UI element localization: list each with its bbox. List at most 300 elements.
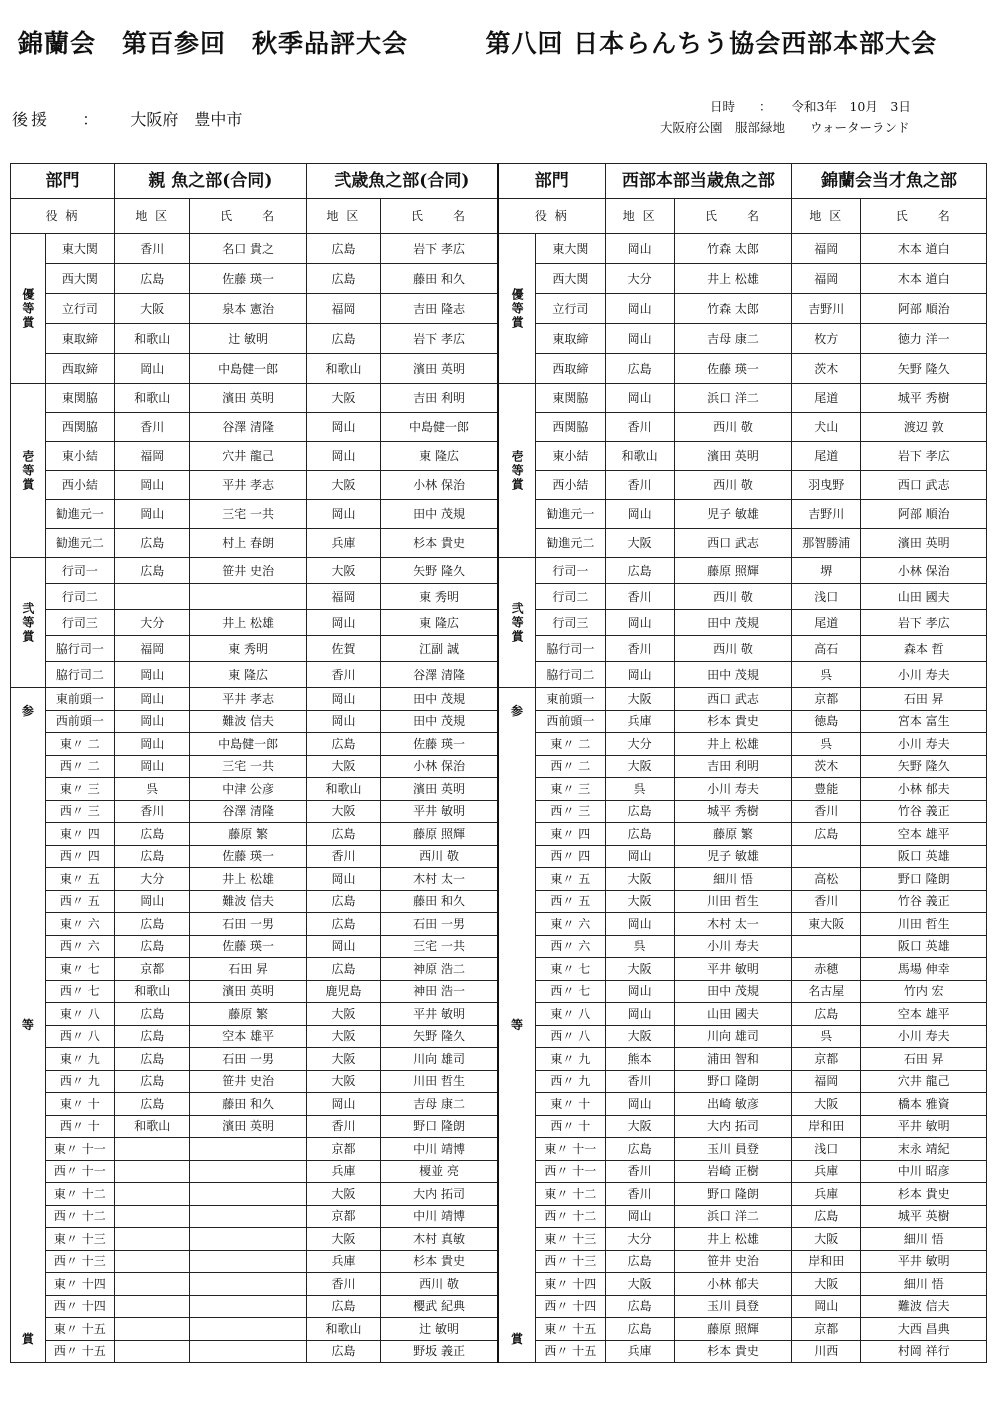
area-nisai: 岡山 [306,935,380,958]
name-nisai: 榎並 亮 [381,1160,498,1183]
area-nisai: 大阪 [306,384,380,413]
name-oya: 中島健一郎 [190,354,306,384]
name-seibu: 川向 雄司 [674,1025,791,1048]
name-nisai: 杉本 貴史 [381,529,498,558]
area-seibu: 岡山 [605,1093,674,1116]
name-nisai: 藤原 照輝 [381,823,498,846]
area-seibu: 香川 [605,471,674,500]
subheader-name: 氏 名 [381,199,498,234]
name-oya: 井上 松雄 [190,868,306,891]
area-kinran: 岸和田 [792,1250,861,1273]
name-seibu: 山田 國夫 [674,1003,791,1026]
rank-left: 東前頭一 [45,688,114,711]
area-nisai: 広島 [306,958,380,981]
rank-right: 行司一 [536,558,605,584]
name-seibu: 西川 敬 [674,471,791,500]
area-oya: 岡山 [115,890,190,913]
subheader-area: 地 区 [115,199,190,234]
rank-right: 東〃 二 [536,733,605,756]
name-oya: 谷澤 清隆 [190,413,306,442]
area-oya: 広島 [115,1025,190,1048]
area-seibu: 兵庫 [605,710,674,733]
area-nisai: 岡山 [306,868,380,891]
category-right [498,688,536,1363]
rank-right: 勧進元二 [536,529,605,558]
area-nisai: 和歌山 [306,778,380,801]
name-oya: 谷澤 清隆 [190,800,306,823]
name-oya [190,1138,306,1161]
rank-left: 行司一 [45,558,114,584]
area-nisai: 広島 [306,1295,380,1318]
name-oya [190,1340,306,1363]
area-oya: 和歌山 [115,980,190,1003]
area-nisai: 岡山 [306,688,380,711]
name-seibu: 杉本 貴史 [674,1340,791,1363]
name-seibu: 小川 寿夫 [674,778,791,801]
header-oya: 親 魚之部(合同) [115,164,307,199]
name-oya: 佐藤 瑛一 [190,264,306,294]
name-nisai: 神原 浩二 [381,958,498,981]
area-oya: 広島 [115,558,190,584]
name-seibu: 玉川 員登 [674,1138,791,1161]
rank-left: 西〃 九 [45,1070,114,1093]
rank-right: 東〃 五 [536,868,605,891]
rank-left: 脇行司二 [45,662,114,688]
area-seibu: 広島 [605,1295,674,1318]
area-nisai: 岡山 [306,710,380,733]
area-nisai: 和歌山 [306,1318,380,1341]
rank-right: 東小結 [536,442,605,471]
area-oya: 広島 [115,264,190,294]
name-kinran: 末永 靖紀 [861,1138,987,1161]
name-oya: 三宅 一共 [190,755,306,778]
area-oya: 岡山 [115,662,190,688]
area-oya: 大分 [115,868,190,891]
rank-left: 東〃 十四 [45,1273,114,1296]
subheader-name: 氏 名 [861,199,987,234]
area-kinran: 茨木 [792,755,861,778]
table-row [11,234,987,264]
area-nisai: 岡山 [306,610,380,636]
area-oya: 広島 [115,935,190,958]
area-kinran: 豊能 [792,778,861,801]
area-seibu: 大阪 [605,755,674,778]
area-seibu: 大阪 [605,1025,674,1048]
area-nisai: 大阪 [306,1048,380,1071]
rank-right: 勧進元一 [536,500,605,529]
name-nisai: 田中 茂規 [381,500,498,529]
category-right: 優等賞 [498,234,536,384]
area-nisai: 兵庫 [306,1250,380,1273]
name-nisai: 石田 一男 [381,913,498,936]
rank-right: 東大関 [536,234,605,264]
name-nisai: 小林 保治 [381,471,498,500]
name-kinran: 阪口 英雄 [861,935,987,958]
name-nisai: 矢野 隆久 [381,558,498,584]
rank-left: 西〃 八 [45,1025,114,1048]
name-oya: 名口 貴之 [190,234,306,264]
name-seibu: 濱田 英明 [674,442,791,471]
area-seibu: 岡山 [605,845,674,868]
rank-right: 東〃 十二 [536,1183,605,1206]
area-seibu: 香川 [605,584,674,610]
name-nisai: 野口 隆朗 [381,1115,498,1138]
name-kinran: 細川 悟 [861,1273,987,1296]
rank-left: 東〃 八 [45,1003,114,1026]
rank-right: 東〃 六 [536,913,605,936]
name-nisai: 三宅 一共 [381,935,498,958]
rank-left: 東〃 六 [45,913,114,936]
area-kinran: 尾道 [792,384,861,413]
area-kinran: 兵庫 [792,1183,861,1206]
area-nisai: 広島 [306,264,380,294]
name-oya [190,1205,306,1228]
support-label: 後援 [12,110,51,129]
name-nisai: 東 隆広 [381,610,498,636]
name-kinran: 岩下 孝広 [861,610,987,636]
document-title [18,24,937,60]
name-nisai: 西川 敬 [381,845,498,868]
area-kinran: 大阪 [792,1093,861,1116]
rank-right: 行司二 [536,584,605,610]
name-kinran: 城平 英樹 [861,1205,987,1228]
area-kinran [792,935,861,958]
area-kinran: 福岡 [792,234,861,264]
area-nisai: 香川 [306,1115,380,1138]
name-nisai: 木村 太一 [381,868,498,891]
name-kinran: 石田 昇 [861,1048,987,1071]
area-nisai: 広島 [306,823,380,846]
name-kinran: 杉本 貴史 [861,1183,987,1206]
name-kinran: 平井 敏明 [861,1115,987,1138]
area-kinran: 呉 [792,733,861,756]
category-left: 壱等賞 [11,384,46,558]
area-kinran: 高松 [792,868,861,891]
area-kinran: 広島 [792,823,861,846]
name-nisai: 西川 敬 [381,1273,498,1296]
name-oya [190,1228,306,1251]
name-seibu: 西川 敬 [674,636,791,662]
name-oya [190,1250,306,1273]
rank-left: 西〃 二 [45,755,114,778]
results-body [11,234,987,1363]
rank-left: 西〃 三 [45,800,114,823]
rank-right: 西〃 九 [536,1070,605,1093]
name-oya: 笹井 史治 [190,1070,306,1093]
support-value: 大阪府 豊中市 [130,110,243,129]
subheader-name: 氏 名 [674,199,791,234]
area-nisai: 広島 [306,1340,380,1363]
rank-left: 行司三 [45,610,114,636]
name-nisai: 杉本 貴史 [381,1250,498,1273]
name-kinran: 中川 昭彦 [861,1160,987,1183]
area-seibu: 広島 [605,800,674,823]
area-nisai: 京都 [306,1138,380,1161]
name-seibu: 大内 拓司 [674,1115,791,1138]
area-kinran: 浅口 [792,1138,861,1161]
area-oya: 岡山 [115,354,190,384]
area-oya [115,1273,190,1296]
rank-right: 西〃 三 [536,800,605,823]
area-oya: 大阪 [115,294,190,324]
area-oya: 呉 [115,778,190,801]
name-seibu: 竹森 太郎 [674,234,791,264]
area-nisai: 香川 [306,662,380,688]
area-kinran: 那智勝浦 [792,529,861,558]
rank-left: 東〃 十二 [45,1183,114,1206]
rank-right: 脇行司二 [536,662,605,688]
name-oya: 藤原 繁 [190,823,306,846]
area-oya: 和歌山 [115,1115,190,1138]
name-oya [190,1295,306,1318]
name-kinran: 竹内 宏 [861,980,987,1003]
area-seibu: 呉 [605,778,674,801]
name-nisai: 岩下 孝広 [381,324,498,354]
name-nisai: 川向 雄司 [381,1048,498,1071]
area-kinran: 尾道 [792,610,861,636]
rank-left: 西関脇 [45,413,114,442]
area-oya: 広島 [115,1093,190,1116]
rank-right: 西大関 [536,264,605,294]
rank-right: 東〃 十一 [536,1138,605,1161]
name-oya: 難波 信夫 [190,710,306,733]
rank-left: 東〃 十三 [45,1228,114,1251]
name-kinran: 小林 保治 [861,558,987,584]
name-kinran: 森本 哲 [861,636,987,662]
area-oya: 広島 [115,1048,190,1071]
area-nisai: 福岡 [306,584,380,610]
area-kinran: 広島 [792,1205,861,1228]
area-nisai: 大阪 [306,471,380,500]
area-seibu: 香川 [605,1070,674,1093]
rank-right: 西〃 十五 [536,1340,605,1363]
name-seibu: 藤原 照輝 [674,1318,791,1341]
name-oya: 石田 昇 [190,958,306,981]
name-oya: 空本 雄平 [190,1025,306,1048]
area-nisai: 大阪 [306,1183,380,1206]
name-oya [190,1183,306,1206]
area-nisai: 大阪 [306,558,380,584]
category-vertical: 参 等 賞 [21,704,34,1346]
name-oya: 穴井 龍己 [190,442,306,471]
area-seibu: 呉 [605,935,674,958]
subheader-area: 地 区 [306,199,380,234]
name-oya: 泉本 憲治 [190,294,306,324]
rank-left: 勧進元二 [45,529,114,558]
name-kinran: 宮本 富生 [861,710,987,733]
area-seibu: 岡山 [605,662,674,688]
area-oya: 広島 [115,529,190,558]
area-nisai: 大阪 [306,1025,380,1048]
rank-right: 脇行司一 [536,636,605,662]
area-kinran: 高石 [792,636,861,662]
name-nisai: 櫻武 紀典 [381,1295,498,1318]
name-seibu: 西口 武志 [674,688,791,711]
rank-right: 東前頭一 [536,688,605,711]
rank-left: 西〃 十五 [45,1340,114,1363]
area-kinran: 京都 [792,1318,861,1341]
area-nisai: 香川 [306,845,380,868]
rank-left: 東〃 十一 [45,1138,114,1161]
area-nisai: 兵庫 [306,529,380,558]
name-nisai: 東 隆広 [381,442,498,471]
venue-info [660,96,911,138]
area-kinran: 川西 [792,1340,861,1363]
name-seibu: 吉母 康二 [674,324,791,354]
header-seibu: 西部本部当歳魚之部 [605,164,792,199]
name-seibu: 出崎 敏彦 [674,1093,791,1116]
area-seibu: 大阪 [605,958,674,981]
name-oya: 平井 孝志 [190,688,306,711]
name-oya: 井上 松雄 [190,610,306,636]
area-kinran: 羽曳野 [792,471,861,500]
name-oya: 笹井 史治 [190,558,306,584]
rank-right: 東〃 十四 [536,1273,605,1296]
name-kinran: 難波 信夫 [861,1295,987,1318]
subheader-rank: 役 柄 [11,199,115,234]
name-kinran: 石田 昇 [861,688,987,711]
rank-right: 西〃 八 [536,1025,605,1048]
name-nisai: 吉田 隆志 [381,294,498,324]
rank-left: 西〃 十三 [45,1250,114,1273]
name-seibu: 井上 松雄 [674,1228,791,1251]
name-nisai: 吉母 康二 [381,1093,498,1116]
area-seibu: 岡山 [605,1205,674,1228]
area-seibu: 大阪 [605,1115,674,1138]
support-line [12,107,242,130]
name-nisai: 神田 浩一 [381,980,498,1003]
area-oya: 広島 [115,845,190,868]
support-sep: ： [82,110,99,129]
name-seibu: 田中 茂規 [674,980,791,1003]
name-nisai: 田中 茂規 [381,710,498,733]
name-nisai: 中川 靖博 [381,1205,498,1228]
rank-left: 東〃 十五 [45,1318,114,1341]
name-oya: 藤田 和久 [190,1093,306,1116]
area-seibu: 岡山 [605,234,674,264]
name-seibu: 藤原 照輝 [674,558,791,584]
rank-right: 東〃 七 [536,958,605,981]
area-nisai: 岡山 [306,1093,380,1116]
area-kinran: 呉 [792,662,861,688]
header-dept2: 部門 [498,164,605,199]
name-seibu: 木村 太一 [674,913,791,936]
area-nisai: 岡山 [306,500,380,529]
name-kinran: 徳力 洋一 [861,324,987,354]
name-kinran: 空本 雄平 [861,823,987,846]
name-nisai: 藤田 和久 [381,264,498,294]
area-kinran: 枚方 [792,324,861,354]
rank-right: 東〃 十五 [536,1318,605,1341]
rank-left: 西〃 四 [45,845,114,868]
title-right: 第八回 日本らんちう協会西部本部大会 [485,29,938,58]
rank-left: 東〃 十 [45,1093,114,1116]
area-nisai: 兵庫 [306,1160,380,1183]
name-kinran: 空本 雄平 [861,1003,987,1026]
name-oya: 濱田 英明 [190,1115,306,1138]
area-oya: 岡山 [115,471,190,500]
name-seibu: 笹井 史治 [674,1250,791,1273]
name-seibu: 児子 敏雄 [674,500,791,529]
rank-left: 立行司 [45,294,114,324]
name-kinran: 木本 道白 [861,264,987,294]
area-oya: 広島 [115,1070,190,1093]
name-seibu: 小川 寿夫 [674,935,791,958]
subheader-rank: 役 柄 [498,199,605,234]
area-nisai: 大阪 [306,1070,380,1093]
area-oya: 香川 [115,234,190,264]
area-kinran: 京都 [792,1048,861,1071]
rank-left: 東〃 七 [45,958,114,981]
name-oya: 中津 公彦 [190,778,306,801]
area-seibu: 広島 [605,354,674,384]
name-seibu: 野口 隆朗 [674,1183,791,1206]
name-kinran: 大西 昌典 [861,1318,987,1341]
area-nisai: 広島 [306,733,380,756]
area-seibu: 兵庫 [605,1340,674,1363]
subheader-area: 地 区 [792,199,861,234]
area-kinran: 香川 [792,890,861,913]
category-left [11,688,46,1363]
name-seibu: 城平 秀樹 [674,800,791,823]
area-oya [115,1250,190,1273]
area-kinran: 浅口 [792,584,861,610]
name-oya: 三宅 一共 [190,500,306,529]
area-seibu: 広島 [605,823,674,846]
name-nisai: 平井 敏明 [381,800,498,823]
area-nisai: 京都 [306,1205,380,1228]
name-oya: 平井 孝志 [190,471,306,500]
area-oya: 大分 [115,610,190,636]
name-nisai: 木村 真敏 [381,1228,498,1251]
area-oya: 広島 [115,913,190,936]
name-nisai: 野坂 義正 [381,1340,498,1363]
name-kinran: 矢野 隆久 [861,755,987,778]
name-kinran: 小川 寿夫 [861,733,987,756]
name-nisai: 川田 哲生 [381,1070,498,1093]
subheader-name: 氏 名 [190,199,306,234]
area-seibu: 広島 [605,1250,674,1273]
rank-left: 西〃 五 [45,890,114,913]
rank-right: 西〃 十 [536,1115,605,1138]
name-kinran: 阪口 英雄 [861,845,987,868]
name-kinran: 穴井 龍己 [861,1070,987,1093]
area-oya: 京都 [115,958,190,981]
rank-right: 西〃 二 [536,755,605,778]
rank-left: 西〃 七 [45,980,114,1003]
area-seibu: 岡山 [605,1003,674,1026]
area-kinran: 福岡 [792,1070,861,1093]
rank-left: 東〃 二 [45,733,114,756]
rank-left: 勧進元一 [45,500,114,529]
area-oya [115,1183,190,1206]
name-seibu: 吉田 利明 [674,755,791,778]
rank-left: 行司二 [45,584,114,610]
area-nisai: 広島 [306,324,380,354]
area-seibu: 広島 [605,558,674,584]
name-kinran: 阿部 順治 [861,500,987,529]
rank-right: 立行司 [536,294,605,324]
title-left: 錦蘭会 第百参回 秋季品評大会 [18,29,409,58]
area-kinran: 東大阪 [792,913,861,936]
name-nisai: 谷澤 清隆 [381,662,498,688]
area-seibu: 岡山 [605,500,674,529]
area-kinran: 呉 [792,1025,861,1048]
date-label: 日時 [710,99,736,114]
rank-left: 東取締 [45,324,114,354]
area-kinran: 岸和田 [792,1115,861,1138]
rank-right: 西取締 [536,354,605,384]
